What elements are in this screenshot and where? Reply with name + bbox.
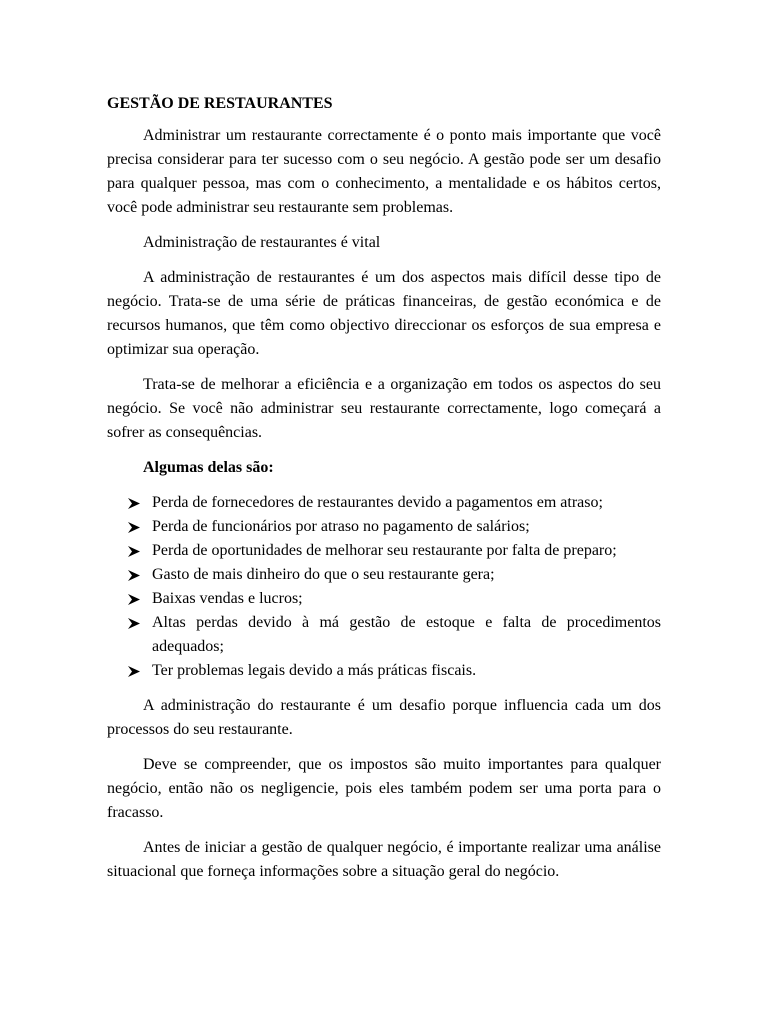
arrowhead-bullet-icon xyxy=(128,546,140,557)
list-item xyxy=(107,587,661,611)
paragraph-definition: A administração de restaurantes é um dos aspectos mais difícil desse tipo de negócio. Trata-se de uma série de práticas financeiras, de gestão económica e de recursos humanos, que têm como objectivo direccionar os esforços de sua empresa e optimizar sua operação. xyxy=(107,269,661,358)
paragraph-analysis: Antes de iniciar a gestão de qualquer negócio, é importante realizar uma análise situacional que forneça informações sobre a situação geral do negócio. xyxy=(107,839,661,880)
list-item xyxy=(107,515,661,539)
paragraph-challenge: A administração do restaurante é um desafio porque influencia cada um dos processos do seu restaurante. xyxy=(107,697,661,738)
list-item-text: Ter problemas legais devido a más práticas fiscais. xyxy=(152,662,477,679)
document-title: GESTÃO DE RESTAURANTES xyxy=(107,95,333,112)
arrowhead-bullet-icon xyxy=(128,594,140,605)
arrowhead-bullet-icon xyxy=(128,570,140,581)
section-heading: Administração de restaurantes é vital xyxy=(143,234,381,251)
list-item-text: Perda de fornecedores de restaurantes devido a pagamentos em atraso; xyxy=(152,494,603,511)
paragraph-efficiency: Trata-se de melhorar a eficiência e a organização em todos os aspectos do seu negócio. Se você não administrar seu restaurante correctamente, logo começará a sofrer as consequências. xyxy=(107,376,661,441)
list-item xyxy=(107,563,661,587)
arrowhead-bullet-icon xyxy=(128,666,140,677)
list-item-text: Baixas vendas e lucros; xyxy=(152,590,303,607)
list-item xyxy=(107,611,661,659)
paragraph-taxes: Deve se compreender, que os impostos são muito importantes para qualquer negócio, então não os negligencie, pois eles também podem ser uma porta para o fracasso. xyxy=(107,756,661,821)
arrowhead-bullet-icon xyxy=(128,618,140,629)
paragraph-intro: Administrar um restaurante correctamente é o ponto mais importante que você precisa considerar para ter sucesso com o seu negócio. A gestão pode ser um desafio para qualquer pessoa, mas com o conhecimento, a mentalidade e os hábitos certos, você pode administrar seu restaurante sem problemas. xyxy=(107,127,661,216)
list-item-text: Perda de funcionários por atraso no pagamento de salários; xyxy=(152,518,530,535)
document-page xyxy=(107,92,661,895)
consequences-list xyxy=(107,491,661,683)
list-item-text: Altas perdas devido à má gestão de estoque e falta de procedimentos adequados; xyxy=(152,614,661,655)
list-item xyxy=(107,659,661,683)
list-item xyxy=(107,491,661,515)
arrowhead-bullet-icon xyxy=(128,498,140,509)
list-item-text: Perda de oportunidades de melhorar seu restaurante por falta de preparo; xyxy=(152,542,617,559)
list-item xyxy=(107,539,661,563)
list-item-text: Gasto de mais dinheiro do que o seu restaurante gera; xyxy=(152,566,495,583)
arrowhead-bullet-icon xyxy=(128,522,140,533)
list-lead: Algumas delas são: xyxy=(143,459,274,476)
